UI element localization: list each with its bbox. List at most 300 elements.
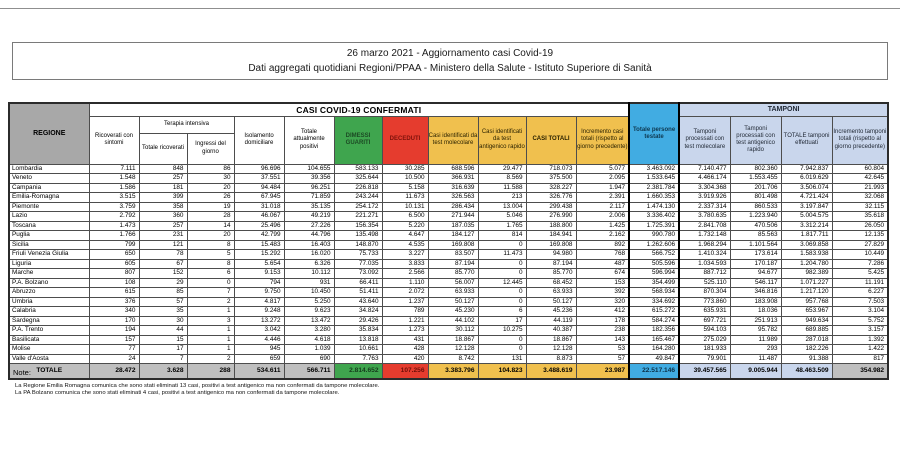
cell: 3.280 (284, 326, 334, 336)
cell: 525.110 (679, 278, 730, 288)
region-name: Toscana (9, 221, 89, 231)
cell: 0 (478, 335, 526, 345)
total-cell: 22.517.146 (629, 364, 679, 380)
table-row (9, 335, 888, 345)
cell: 20 (187, 183, 234, 193)
table-row (9, 164, 888, 174)
cell: 276.990 (526, 212, 576, 222)
cell: 164.280 (629, 345, 679, 355)
cell: 789 (382, 307, 428, 317)
cell: 3.463.092 (629, 164, 679, 174)
cell: 254.172 (334, 202, 382, 212)
column-header-casi-molecolare: Casi identificati da test molecolare (428, 116, 478, 164)
cell: 1.034.593 (679, 259, 730, 269)
cell: 1 (187, 335, 234, 345)
region-name: Veneto (9, 174, 89, 184)
table-row (9, 202, 888, 212)
cell: 8 (187, 240, 234, 250)
total-cell: 104.823 (478, 364, 526, 380)
cell: 85.563 (730, 231, 781, 241)
cell: 4.817 (234, 297, 284, 307)
cell: 108 (89, 278, 139, 288)
cell: 718.073 (526, 164, 576, 174)
cell: 596.994 (629, 269, 679, 279)
cell: 15.292 (234, 250, 284, 260)
cell: 1.071.227 (781, 278, 832, 288)
table-row (9, 345, 888, 355)
cell: 3.780.635 (679, 212, 730, 222)
cell: 768 (576, 250, 629, 260)
cell: 6.227 (832, 288, 888, 298)
cell: 5.004.575 (781, 212, 832, 222)
cell: 10.449 (832, 250, 888, 260)
cell: 957.768 (781, 297, 832, 307)
cell: 3.069.858 (781, 240, 832, 250)
cell: 87.194 (526, 259, 576, 269)
total-label: TOTALE (9, 364, 89, 380)
cell: 37.551 (234, 174, 284, 184)
cell: 187.035 (428, 221, 478, 231)
cell: 68.452 (526, 278, 576, 288)
cell: 183.908 (730, 297, 781, 307)
page-title: 26 marzo 2021 - Aggiornamento casi Covid-19 (346, 47, 554, 59)
cell: 57 (139, 297, 187, 307)
cell: 20 (187, 231, 234, 241)
cell: 3.304.368 (679, 183, 730, 193)
cell: 615.272 (629, 307, 679, 317)
column-header-ricoverati: Ricoverati con sintomi (89, 116, 139, 164)
cell: 94.677 (730, 269, 781, 279)
cell: 293 (730, 345, 781, 355)
cell: 689.885 (781, 326, 832, 336)
cell: 104.655 (284, 164, 334, 174)
cell: 15 (139, 335, 187, 345)
notes-block (15, 383, 379, 397)
cell: 1.425 (576, 221, 629, 231)
column-header-totale-ricoverati: Totale ricoverati (139, 133, 187, 164)
group-header-tamponi: TAMPONI (679, 103, 888, 116)
cell: 16.403 (284, 240, 334, 250)
cell: 316.639 (428, 183, 478, 193)
cell: 412 (576, 307, 629, 317)
region-name: Lombardia (9, 164, 89, 174)
cell: 346.816 (730, 288, 781, 298)
cell: 3.042 (234, 326, 284, 336)
table-row (9, 240, 888, 250)
cell: 148.870 (334, 240, 382, 250)
cell: 63.933 (526, 288, 576, 298)
cell: 334.692 (629, 297, 679, 307)
cell: 10.500 (382, 174, 428, 184)
cell: 182.356 (629, 326, 679, 336)
cell: 11.989 (730, 335, 781, 345)
cell: 152 (139, 269, 187, 279)
cell: 66.411 (334, 278, 382, 288)
cell: 470.506 (730, 221, 781, 231)
cell: 44 (139, 326, 187, 336)
cell: 2.391 (576, 193, 629, 203)
cell: 1.725.391 (629, 221, 679, 231)
cell: 566.752 (629, 250, 679, 260)
cell: 3.157 (832, 326, 888, 336)
cell: 848 (139, 164, 187, 174)
cell: 2 (187, 354, 234, 364)
cell: 3.919.926 (679, 193, 730, 203)
cell: 1.766 (89, 231, 139, 241)
cell: 131 (478, 354, 526, 364)
cell: 583.133 (334, 164, 382, 174)
cell: 169.808 (526, 240, 576, 250)
cell: 86 (187, 164, 234, 174)
cell: 11.673 (382, 193, 428, 203)
cell: 238 (576, 326, 629, 336)
cell: 29.426 (334, 316, 382, 326)
cell: 2.566 (382, 269, 428, 279)
cell: 5.220 (382, 221, 428, 231)
cell: 11.588 (478, 183, 526, 193)
column-header-persone-testate: Totale persone testate (629, 103, 679, 164)
region-name: Liguria (9, 259, 89, 269)
cell: 594.103 (679, 326, 730, 336)
cell: 505.596 (629, 259, 679, 269)
cell: 87.194 (428, 259, 478, 269)
column-header-incremento-casi: Incremento casi totali (rispetto al giorno precedente) (576, 116, 629, 164)
cell: 94.980 (526, 250, 576, 260)
table-row (9, 288, 888, 298)
cell: 43.640 (334, 297, 382, 307)
cell: 49.847 (629, 354, 679, 364)
total-cell: 288 (187, 364, 234, 380)
total-cell: 48.463.509 (781, 364, 832, 380)
cell: 77 (89, 345, 139, 355)
table-row (9, 278, 888, 288)
cell: 814 (478, 231, 526, 241)
cell: 27.829 (832, 240, 888, 250)
cell: 2.117 (576, 202, 629, 212)
table-row (9, 259, 888, 269)
region-name: Molise (9, 345, 89, 355)
cell: 3.833 (382, 259, 428, 269)
cell: 18.036 (730, 307, 781, 317)
region-name: Lazio (9, 212, 89, 222)
region-name: Campania (9, 183, 89, 193)
cell: 7.140.477 (679, 164, 730, 174)
cell: 10.275 (478, 326, 526, 336)
cell: 16.020 (284, 250, 334, 260)
cell: 95.782 (730, 326, 781, 336)
table-row (9, 212, 888, 222)
cell: 181.933 (679, 345, 730, 355)
cell: 14 (187, 221, 234, 231)
table-row (9, 297, 888, 307)
region-name: Calabria (9, 307, 89, 317)
cell: 1.765 (478, 221, 526, 231)
table-row (9, 354, 888, 364)
cell: 44.796 (284, 231, 334, 241)
cell: 5.654 (234, 259, 284, 269)
table-row (9, 269, 888, 279)
cell: 1.273 (382, 326, 428, 336)
cell: 10.131 (382, 202, 428, 212)
region-name: P.A. Bolzano (9, 278, 89, 288)
group-header-confirmed-cases: CASI COVID-19 CONFERMATI (89, 103, 629, 116)
title-box (12, 42, 888, 80)
cell: 1 (187, 345, 234, 355)
cell: 32.115 (832, 202, 888, 212)
cell: 18.867 (526, 335, 576, 345)
cell: 170.187 (730, 259, 781, 269)
cell: 635.931 (679, 307, 730, 317)
column-header-tamponi-antigenico: Tamponi processati con test antigenico rapido (730, 116, 781, 164)
cell: 1.237 (382, 297, 428, 307)
cell: 30 (139, 316, 187, 326)
total-cell: 354.982 (832, 364, 888, 380)
cell: 5 (187, 250, 234, 260)
cell: 949.634 (781, 316, 832, 326)
cell: 12.135 (832, 231, 888, 241)
cell: 85 (139, 288, 187, 298)
cell: 7.942.837 (781, 164, 832, 174)
total-cell: 39.457.565 (679, 364, 730, 380)
cell: 13.472 (284, 316, 334, 326)
region-name: Valle d'Aosta (9, 354, 89, 364)
cell: 221.271 (334, 212, 382, 222)
cell: 15.483 (234, 240, 284, 250)
region-name: Sicilia (9, 240, 89, 250)
cell: 67.945 (234, 193, 284, 203)
cell: 799 (89, 240, 139, 250)
cell: 8.742 (428, 354, 478, 364)
page-subtitle: Dati aggregati quotidiani Regioni/PPAA - Ministero della Salute - Istituto Superiore di Sanità (248, 63, 652, 75)
table-header (9, 103, 888, 164)
total-cell: 28.472 (89, 364, 139, 380)
cell: 650 (89, 250, 139, 260)
table-row (9, 174, 888, 184)
cell: 1.553.455 (730, 174, 781, 184)
cell: 51.411 (334, 288, 382, 298)
cell: 42.799 (234, 231, 284, 241)
cell: 56.007 (428, 278, 478, 288)
cell: 990.780 (629, 231, 679, 241)
cell: 1.221 (382, 316, 428, 326)
cell: 3 (187, 316, 234, 326)
region-name: Piemonte (9, 202, 89, 212)
cell: 30.285 (382, 164, 428, 174)
cell: 6.500 (382, 212, 428, 222)
cell: 91.388 (781, 354, 832, 364)
cell: 165.467 (629, 335, 679, 345)
cell: 231 (139, 231, 187, 241)
total-cell: 9.005.944 (730, 364, 781, 380)
cell: 8 (187, 259, 234, 269)
total-cell: 3.383.796 (428, 364, 478, 380)
cell: 12.445 (478, 278, 526, 288)
cell: 169.808 (428, 240, 478, 250)
cell: 568.934 (629, 288, 679, 298)
cell: 690 (284, 354, 334, 364)
cell: 3.515 (89, 193, 139, 203)
column-header-casi-totali: CASI TOTALI (526, 116, 576, 164)
cell: 28 (187, 212, 234, 222)
cell: 887.712 (679, 269, 730, 279)
cell: 0 (478, 345, 526, 355)
cell: 8.569 (478, 174, 526, 184)
cell: 354.499 (629, 278, 679, 288)
cell: 53 (576, 345, 629, 355)
cell: 428 (382, 345, 428, 355)
table-row (9, 250, 888, 260)
cell: 85.770 (526, 269, 576, 279)
cell: 0 (478, 259, 526, 269)
cell: 328.227 (526, 183, 576, 193)
cell: 25.496 (234, 221, 284, 231)
cell: 1.583.938 (781, 250, 832, 260)
notes-title: Note: (13, 368, 31, 377)
region-name: Puglia (9, 231, 89, 241)
cell: 45.236 (526, 307, 576, 317)
cell: 13.818 (334, 335, 382, 345)
region-name: Umbria (9, 297, 89, 307)
cell: 17 (139, 345, 187, 355)
cell: 44.119 (526, 316, 576, 326)
cell: 1.732.148 (679, 231, 730, 241)
column-header-regione: REGIONE (9, 103, 89, 164)
cell: 287.018 (781, 335, 832, 345)
cell: 18.867 (428, 335, 478, 345)
table-row (9, 231, 888, 241)
cell: 5.046 (478, 212, 526, 222)
cell: 26 (187, 193, 234, 203)
column-header-ingressi-giorno: Ingressi del giorno (187, 133, 234, 164)
cell: 11.487 (730, 354, 781, 364)
cell: 275.029 (679, 335, 730, 345)
cell: 1.217.120 (781, 288, 832, 298)
cell: 1.548 (89, 174, 139, 184)
cell: 1.474.130 (629, 202, 679, 212)
cell: 420 (382, 354, 428, 364)
cell: 40.387 (526, 326, 576, 336)
table-row (9, 326, 888, 336)
cell: 584.274 (629, 316, 679, 326)
cell: 1.473 (89, 221, 139, 231)
cell: 194 (89, 326, 139, 336)
cell: 4.466.174 (679, 174, 730, 184)
cell: 2.006 (576, 212, 629, 222)
cell: 178 (576, 316, 629, 326)
cell: 7 (187, 288, 234, 298)
cell: 7.763 (334, 354, 382, 364)
cell: 24 (89, 354, 139, 364)
cell: 182.226 (781, 345, 832, 355)
region-name: Friuli Venezia Giulia (9, 250, 89, 260)
cell: 1.392 (832, 335, 888, 345)
table-row (9, 221, 888, 231)
cell: 376 (89, 297, 139, 307)
cell: 10.112 (284, 269, 334, 279)
cell: 83.507 (428, 250, 478, 260)
cell: 9.248 (234, 307, 284, 317)
cell: 6.326 (284, 259, 334, 269)
column-header-totale-tamponi: TOTALE tamponi effettuati (781, 116, 832, 164)
cell: 9.623 (284, 307, 334, 317)
cell: 1.586 (89, 183, 139, 193)
cell: 29 (139, 278, 187, 288)
cell: 30 (187, 174, 234, 184)
cell: 3.759 (89, 202, 139, 212)
cell: 96.696 (234, 164, 284, 174)
cell: 21.993 (832, 183, 888, 193)
cell: 29.477 (478, 164, 526, 174)
cell: 605 (89, 259, 139, 269)
cell: 60.804 (832, 164, 888, 174)
column-header-isolamento: Isolamento domiciliare (234, 116, 284, 164)
cell: 6 (187, 269, 234, 279)
cell: 7.503 (832, 297, 888, 307)
cell: 1.101.564 (730, 240, 781, 250)
cell: 73.092 (334, 269, 382, 279)
cell: 17 (478, 316, 526, 326)
cell: 77.035 (334, 259, 382, 269)
cell: 67 (139, 259, 187, 269)
cell: 34.824 (334, 307, 382, 317)
cell: 213 (478, 193, 526, 203)
column-header-deceduti: DECEDUTI (382, 116, 428, 164)
cell: 8.873 (526, 354, 576, 364)
cell: 243.244 (334, 193, 382, 203)
cell: 50.127 (428, 297, 478, 307)
cell: 71.859 (284, 193, 334, 203)
cell: 181 (139, 183, 187, 193)
cell: 3.227 (382, 250, 428, 260)
cell: 3.104 (832, 307, 888, 317)
cell: 3.336.402 (629, 212, 679, 222)
cell: 7.111 (89, 164, 139, 174)
cell: 226.818 (334, 183, 382, 193)
cell: 1.039 (284, 345, 334, 355)
cell: 1.660.353 (629, 193, 679, 203)
cell: 7.286 (832, 259, 888, 269)
cell: 931 (284, 278, 334, 288)
cell: 0 (478, 269, 526, 279)
cell: 3.197.847 (781, 202, 832, 212)
cell: 10.661 (334, 345, 382, 355)
cell: 50.127 (526, 297, 576, 307)
cell: 12.128 (526, 345, 576, 355)
cell: 360 (139, 212, 187, 222)
cell: 31.018 (234, 202, 284, 212)
cell: 135.498 (334, 231, 382, 241)
cell: 794 (234, 278, 284, 288)
region-name: Marche (9, 269, 89, 279)
cell: 817 (832, 354, 888, 364)
cell: 399 (139, 193, 187, 203)
cell: 11.473 (478, 250, 526, 260)
cell: 340 (89, 307, 139, 317)
cell: 19 (187, 202, 234, 212)
total-cell: 534.611 (234, 364, 284, 380)
table-body (9, 164, 888, 379)
cell: 2.381.784 (629, 183, 679, 193)
cell: 375.500 (526, 174, 576, 184)
cell: 546.117 (730, 278, 781, 288)
cell: 4.721.424 (781, 193, 832, 203)
cell: 39.356 (284, 174, 334, 184)
cell: 7 (139, 354, 187, 364)
region-name: Abruzzo (9, 288, 89, 298)
cell: 75.733 (334, 250, 382, 260)
cell: 807 (89, 269, 139, 279)
cell: 945 (234, 345, 284, 355)
